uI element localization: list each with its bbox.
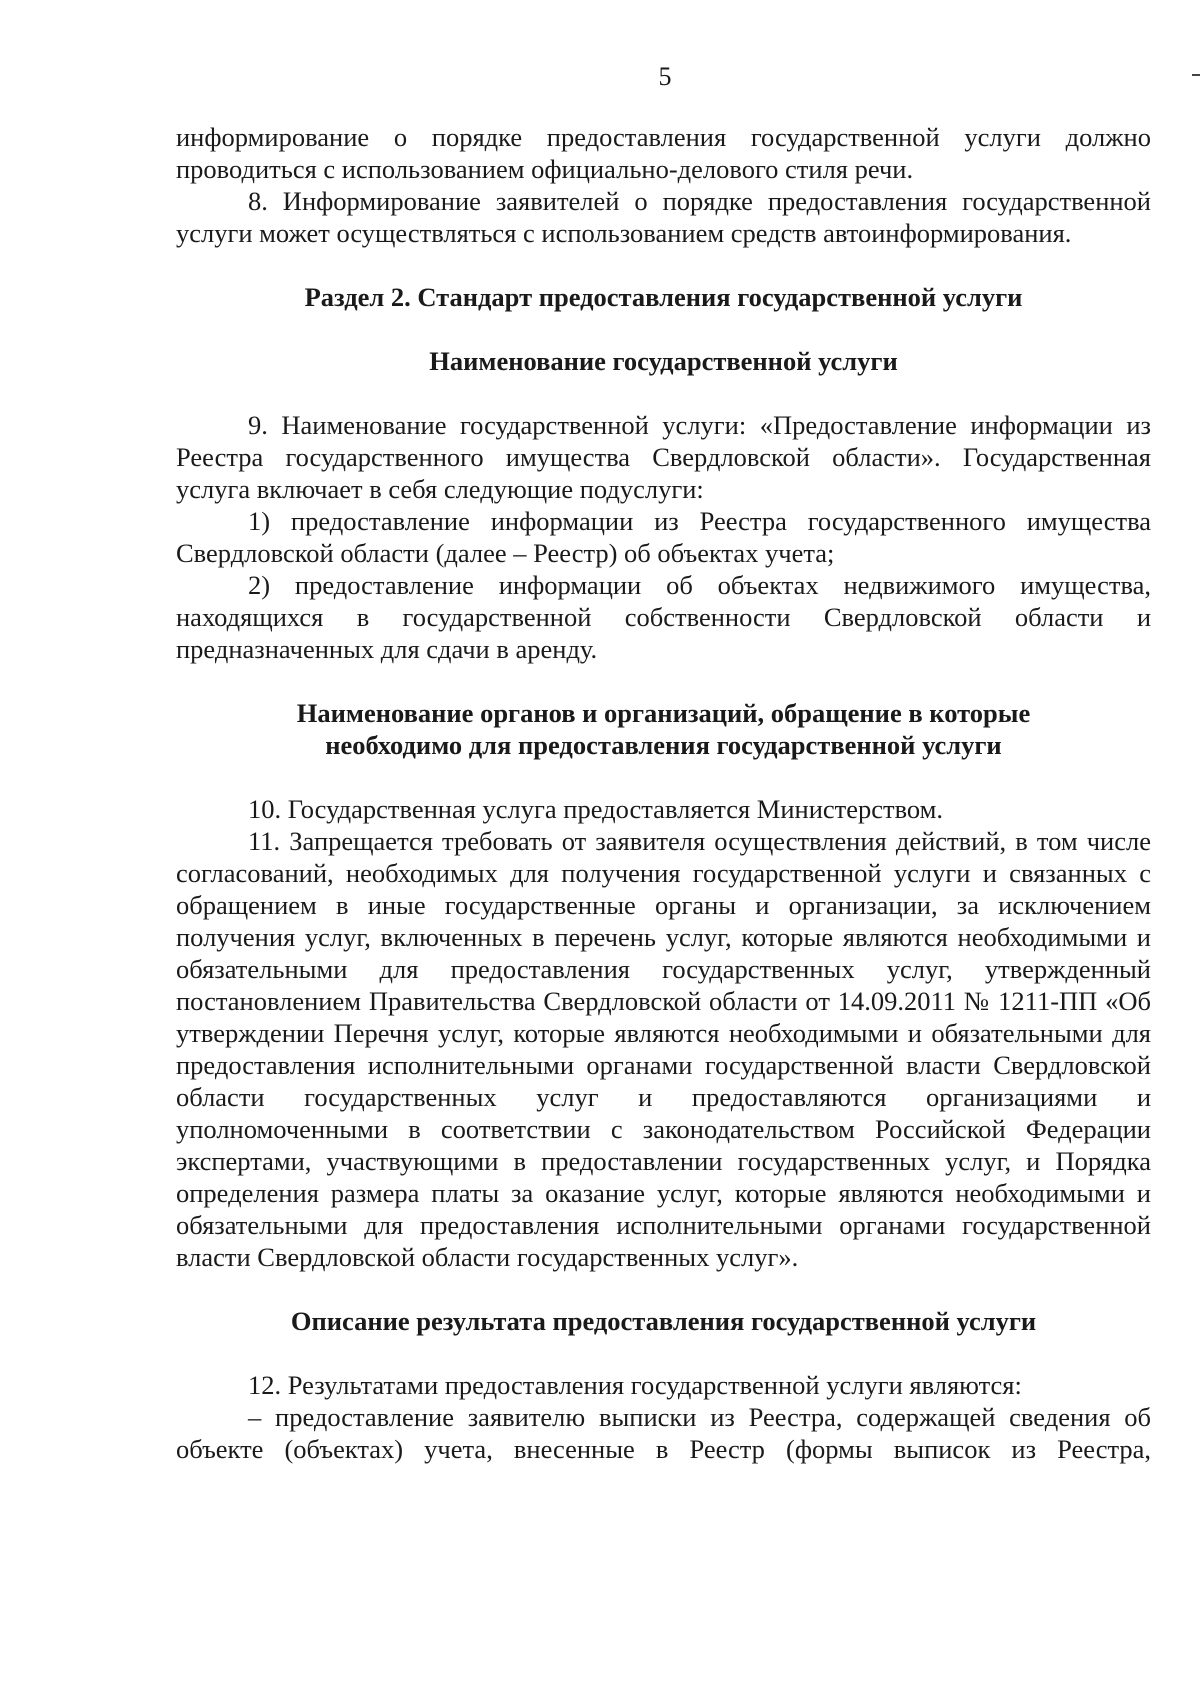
section-2-heading: Раздел 2. Стандарт предоставления государственной услуги: [304, 282, 1023, 312]
spacer: [176, 665, 1151, 697]
paragraph-9-item-1: 1) предоставление информации из Реестра государственного имущества Свердловской области (далее – Реестр) об объектах учета;: [176, 506, 1151, 568]
paragraph-12-item-1: – предоставление заявителю выписки из Реестра, содержащей сведения об объекте (объектах) учета, внесенные в Реестр (формы выписок из Реестра,: [176, 1402, 1151, 1464]
page-number: 5: [658, 62, 672, 91]
paragraph-12: 12. Результатами предоставления государственной услуги являются:: [248, 1370, 1022, 1400]
paragraph-10: 10. Государственная услуга предоставляется Министерством.: [248, 794, 944, 824]
spacer: [176, 761, 1151, 793]
paragraph-9-item-2: 2) предоставление информации об объектах недвижимого имущества, находящихся в государственной собственности Свердловской области и предназначенных для сдачи в аренду.: [176, 570, 1151, 664]
heading-organizations: Наименование органов и организаций, обращение в которые необходимо для предоставления государственной услуги: [296, 698, 1031, 760]
spacer: [176, 377, 1151, 409]
document-body: [176, 121, 1151, 1465]
spacer: [176, 1273, 1151, 1305]
spacer: [176, 313, 1151, 345]
paragraph-9: 9. Наименование государственной услуги: «Предоставление информации из Реестра государственного имущества Свердловской области». Государственная услуга включает в себя следующие подуслуги:: [176, 410, 1151, 504]
heading-service-name: Наименование государственной услуги: [429, 346, 898, 376]
edge-mark: [1192, 74, 1200, 76]
heading-result-description: Описание результата предоставления государственной услуги: [290, 1306, 1037, 1336]
spacer: [176, 249, 1151, 281]
paragraph-continuation: информирование о порядке предоставления государственной услуги должно проводиться с использованием официально-делового стиля речи.: [176, 122, 1151, 184]
paragraph-8: 8. Информирование заявителей о порядке предоставления государственной услуги может осуществляться с использованием средств автоинформирования.: [176, 186, 1151, 248]
spacer: [176, 1337, 1151, 1369]
paragraph-11: 11. Запрещается требовать от заявителя осуществления действий, в том числе согласований, необходимых для получения государственной услуги и связанных с обращением в иные государственные органы и организации, за исключением получения услуг, включенных в перечень услуг, которые являются необходимыми и обязательными для предоставления государственных услуг, утвержденный постановлением Правительства Свердловской области от 14.09.2011 № 1211-ПП «Об утверждении Перечня услуг, которые являются необходимыми и обязательными для предоставления исполнительными органами государственной власти Свердловской области государственных услуг и предоставляются организациями и уполномоченными в соответствии с законодательством Российской Федерации экспертами, участвующими в предоставлении государственных услуг, и Порядка определения размера платы за оказание услуг, которые являются необходимыми и обязательными для предоставления исполнительными органами государственной власти Свердловской области государственных услуг».: [176, 826, 1151, 1272]
